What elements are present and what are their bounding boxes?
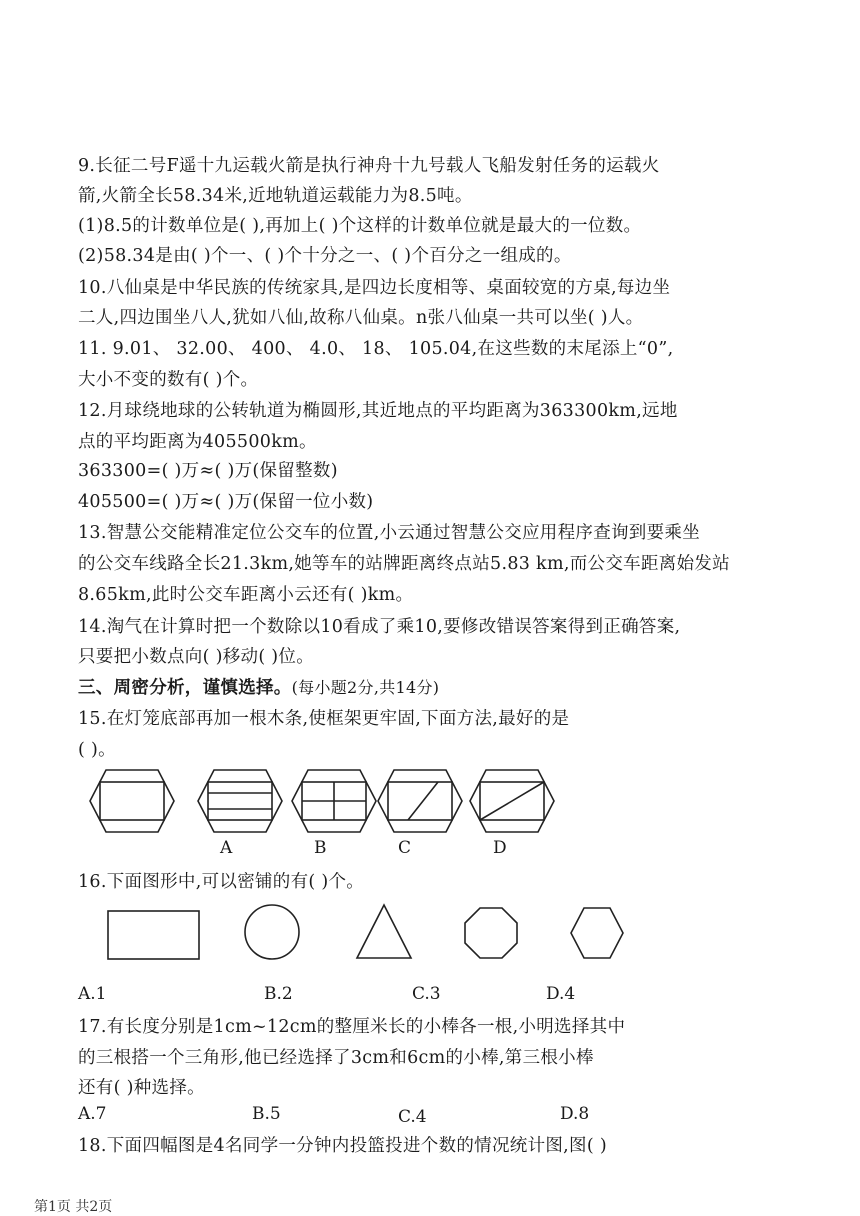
question-13-line-1: 13.智慧公交能精准定位公交车的位置,小云通过智慧公交应用程序查询到要乘坐 <box>78 523 700 543</box>
option-label-b: B <box>314 838 327 858</box>
question-13-line-2: 的公交车线路全长21.3km,她等车的站牌距离终点站5.83 km,而公交车距离始发站 <box>78 554 730 574</box>
question-12-line-2: 点的平均距离为405500km。 <box>78 432 317 452</box>
question-17-option-c: C.4 <box>398 1107 427 1127</box>
octagon-shape <box>465 908 517 958</box>
lantern-figures <box>80 765 560 845</box>
question-15-line-2: ( )。 <box>78 740 116 760</box>
option-label-c: C <box>398 838 412 858</box>
question-17-line-3: 还有( )种选择。 <box>78 1078 205 1098</box>
lantern-option-b-figure <box>292 770 376 832</box>
question-16-option-a: A.1 <box>78 984 107 1004</box>
question-13-line-3: 8.65km,此时公交车距离小云还有( )km。 <box>78 585 414 605</box>
option-label-d: D <box>493 838 507 858</box>
question-15-line-1: 15.在灯笼底部再加一根木条,使框架更牢固,下面方法,最好的是 <box>78 709 570 729</box>
rectangle-shape <box>108 911 199 959</box>
lantern-option-d-figure <box>470 770 554 832</box>
section-3-note: (每小题2分,共14分) <box>291 678 440 697</box>
question-11-line-2: 大小不变的数有( )个。 <box>78 370 259 390</box>
question-17-option-d: D.8 <box>560 1104 590 1124</box>
question-17-line-2: 的三根搭一个三角形,他已经选择了3cm和6cm的小棒,第三根小棒 <box>78 1048 594 1068</box>
question-16-text: 16.下面图形中,可以密铺的有( )个。 <box>78 872 365 892</box>
hexagon-shape <box>571 908 623 958</box>
question-17-option-b: B.5 <box>252 1104 281 1124</box>
page-footer: 第1页 共2页 <box>34 1199 113 1215</box>
question-9-line-1: 9.长征二号F遥十九运载火箭是执行神舟十九号载人飞船发射任务的运载火 <box>78 156 660 176</box>
question-14-line-2: 只要把小数点向( )移动( )位。 <box>78 647 315 667</box>
section-3-title: 三、周密分析，谨慎选择。 <box>78 678 292 698</box>
circle-shape <box>245 905 299 959</box>
question-17-option-a: A.7 <box>78 1104 107 1124</box>
question-11-line-1: 11. 9.01、 32.00、 400、 4.0、 18、 105.04,在这些数的末尾添上“0”, <box>78 339 674 359</box>
tiling-shapes <box>100 900 640 970</box>
lantern-original-figure <box>90 770 174 832</box>
question-18-text: 18.下面四幅图是4名同学一分钟内投篮投进个数的情况统计图,图( ) <box>78 1136 607 1156</box>
question-17-line-1: 17.有长度分别是1cm~12cm的整厘米长的小棒各一根,小明选择其中 <box>78 1017 626 1037</box>
lantern-option-a-figure <box>198 770 282 832</box>
question-16-option-d: D.4 <box>546 984 576 1004</box>
triangle-shape <box>357 905 411 958</box>
question-12-blank-1: 363300=( )万≈( )万(保留整数) <box>78 461 338 481</box>
lantern-option-c-figure <box>378 770 462 832</box>
question-12-blank-2: 405500=( )万≈( )万(保留一位小数) <box>78 492 374 512</box>
question-16-option-c: C.3 <box>412 984 441 1004</box>
question-16-option-b: B.2 <box>264 984 293 1004</box>
question-14-line-1: 14.淘气在计算时把一个数除以10看成了乘10,要修改错误答案得到正确答案, <box>78 617 681 637</box>
option-label-a: A <box>220 838 233 858</box>
question-9-line-2: 箭,火箭全长58.34米,近地轨道运载能力为8.5吨。 <box>78 186 473 206</box>
question-10-line-1: 10.八仙桌是中华民族的传统家具,是四边长度相等、桌面较宽的方桌,每边坐 <box>78 278 671 298</box>
section-3-heading <box>78 675 439 701</box>
question-10-line-2: 二人,四边围坐八人,犹如八仙,故称八仙桌。n张八仙桌一共可以坐( )人。 <box>78 308 644 328</box>
question-12-line-1: 12.月球绕地球的公转轨道为椭圆形,其近地点的平均距离为363300km,远地 <box>78 401 678 421</box>
question-9-part-2: (2)58.34是由( )个一、( )个十分之一、( )个百分之一组成的。 <box>78 246 572 266</box>
question-9-part-1: (1)8.5的计数单位是( ),再加上( )个这样的计数单位就是最大的一位数。 <box>78 216 642 236</box>
